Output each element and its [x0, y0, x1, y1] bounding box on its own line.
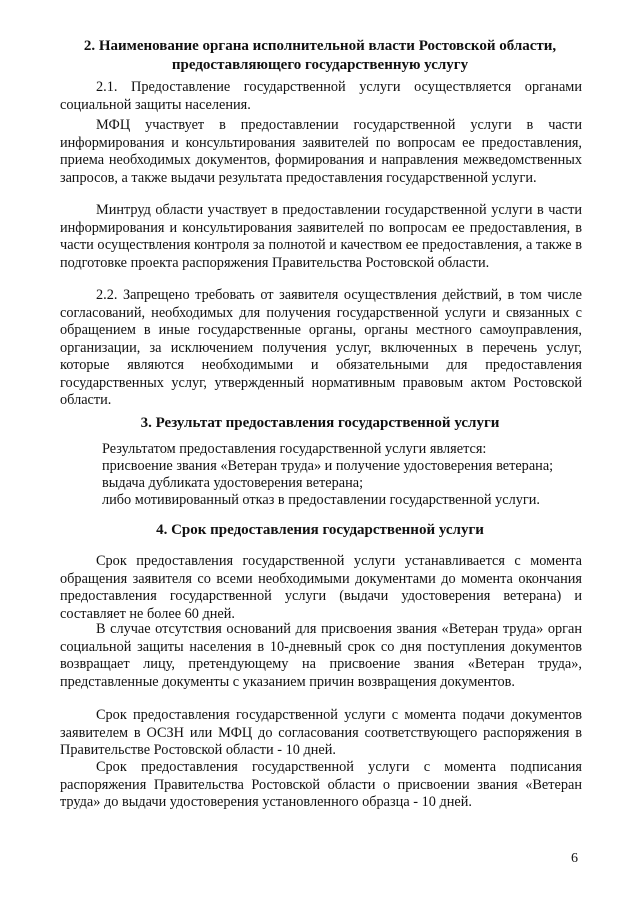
section-4-heading: 4. Срок предоставления государственной услуги	[156, 522, 484, 538]
section-3-heading: 3. Результат предоставления государственной услуги	[140, 415, 500, 431]
section-2-paragraph-1: 2.1. Предоставление государственной услуги осуществляется органами социальной защиты населения.	[60, 79, 582, 113]
section-2-paragraph-3: Минтруд области участвует в предоставлении государственной услуги в части информирования и консультирования заявителей по вопросам ее предоставления, в части осуществления контроля за полнотой и качеством ее предоставления, а также в подготовке проекта распоряжения Правительства Ростовской области.	[60, 202, 582, 271]
page-number: 6	[571, 851, 578, 866]
section-3-line-4: либо мотивированный отказ в предоставлении государственной услуги.	[102, 492, 541, 508]
section-4-paragraph-4: Срок предоставления государственной услуги с момента подписания распоряжения Правительства Ростовской области о присвоении звания «Ветеран труда» до выдачи удостоверения установленного образца - 10 дней.	[60, 759, 582, 810]
section-4-paragraph-3: Срок предоставления государственной услуги с момента подачи документов заявителем в ОСЗН или МФЦ до согласования соответствующего распоряжения в Правительстве Ростовской области - 10 дней.	[60, 707, 582, 758]
section-2-heading: 2. Наименование органа исполнительной власти Ростовской области, предоставляющего государственную услугу	[83, 38, 557, 73]
section-3-line-2: присвоение звания «Ветеран труда» и получение удостоверения ветерана;	[102, 458, 554, 474]
section-4-paragraph-1: Срок предоставления государственной услуги устанавливается с момента обращения заявителя со всеми необходимыми документами до момента окончания предоставления государственной услуги (выдачи удостоверения ветерана) и составляет не более 60 дней.	[60, 553, 582, 622]
section-4-paragraph-2: В случае отсутствия оснований для присвоения звания «Ветеран труда» орган социальной защиты населения в 10-дневный срок со дня поступления документов возвращает лицу, претендующему на присвоение звания «Ветеран труда», представленные документы с указанием причин возвращения документов.	[60, 621, 582, 690]
section-2-paragraph-4: 2.2. Запрещено требовать от заявителя осуществления действий, в том числе согласований, необходимых для получения государственной услуги и связанных с обращением в иные государственные органы, органы местного самоуправления, организации, за исключением получения услуг, включенных в перечень услуг, которые являются необходимыми и обязательными для предоставления государственных услуг, утвержденный нормативным правовым актом Ростовской области.	[60, 287, 582, 408]
section-3-line-1: Результатом предоставления государственной услуги является:	[102, 441, 487, 457]
section-3-line-3: выдача дубликата удостоверения ветерана;	[102, 475, 364, 491]
section-2-paragraph-2: МФЦ участвует в предоставлении государственной услуги в части информирования и консультирования заявителей по вопросам ее предоставления, приема необходимых документов, формирования и направления межведомственных запросов, а также выдачи результата предоставления государственной услуги.	[60, 117, 582, 186]
